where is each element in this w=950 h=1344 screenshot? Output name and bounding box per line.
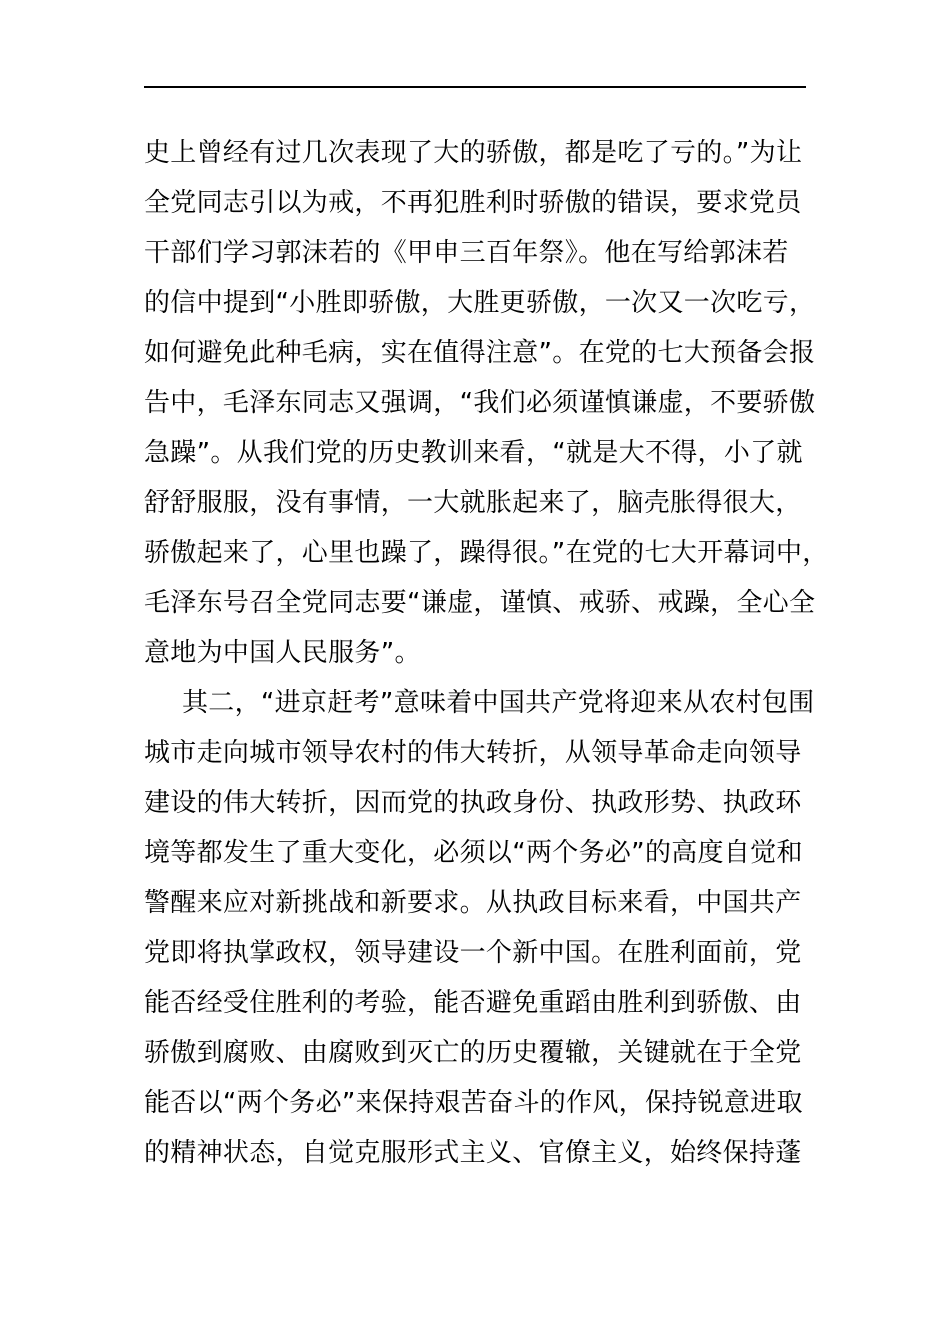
- text-line: 建设的伟大转折，因而党的执政身份、执政形势、执政环: [144, 788, 802, 818]
- header-rule: [144, 86, 806, 88]
- text-line: 骄傲起来了，心里也躁了，躁得很。”在党的七大开幕词中，: [144, 538, 829, 568]
- text-line: 意地为中国人民服务”。: [144, 638, 421, 668]
- text-line: 史上曾经有过几次表现了大的骄傲，都是吃了亏的。”为让: [144, 138, 803, 168]
- text-line: 党即将执掌政权，领导建设一个新中国。在胜利面前，党: [144, 938, 802, 968]
- text-line: 能否经受住胜利的考验，能否避免重蹈由胜利到骄傲、由: [144, 988, 802, 1018]
- text-line: 的精神状态，自觉克服形式主义、官僚主义，始终保持蓬: [144, 1138, 802, 1168]
- text-line: 急躁”。从我们党的历史教训来看，“就是大不得，小了就: [144, 438, 803, 468]
- text-line: 能否以“两个务必”来保持艰苦奋斗的作风，保持锐意进取: [144, 1088, 803, 1118]
- text-line: 舒舒服服，没有事情，一大就胀起来了，脑壳胀得很大，: [144, 488, 802, 518]
- text-line: 干部们学习郭沫若的《甲申三百年祭》。他在写给郭沫若: [144, 238, 789, 268]
- text-line: 如何避免此种毛病，实在值得注意”。在党的七大预备会报: [144, 338, 816, 368]
- text-line: 毛泽东号召全党同志要“谦虚，谨慎、戒骄、戒躁，全心全: [144, 588, 816, 618]
- text-line: 城市走向城市领导农村的伟大转折，从领导革命走向领导: [144, 738, 802, 768]
- text-line: 境等都发生了重大变化，必须以“两个务必”的高度自觉和: [144, 838, 803, 868]
- text-line: 告中，毛泽东同志又强调，“我们必须谨慎谦虚，不要骄傲: [144, 388, 816, 418]
- text-line: 全党同志引以为戒，不再犯胜利时骄傲的错误，要求党员: [144, 188, 802, 218]
- text-line: 警醒来应对新挑战和新要求。从执政目标来看，中国共产: [144, 888, 802, 918]
- text-line: 骄傲到腐败、由腐败到灭亡的历史覆辙，关键就在于全党: [144, 1038, 802, 1068]
- paragraph-first-line: 其二，“进京赶考”意味着中国共产党将迎来从农村包围: [182, 688, 815, 718]
- document-body: [144, 128, 834, 1178]
- text-line: 的信中提到“小胜即骄傲，大胜更骄傲，一次又一次吃亏，: [144, 288, 816, 318]
